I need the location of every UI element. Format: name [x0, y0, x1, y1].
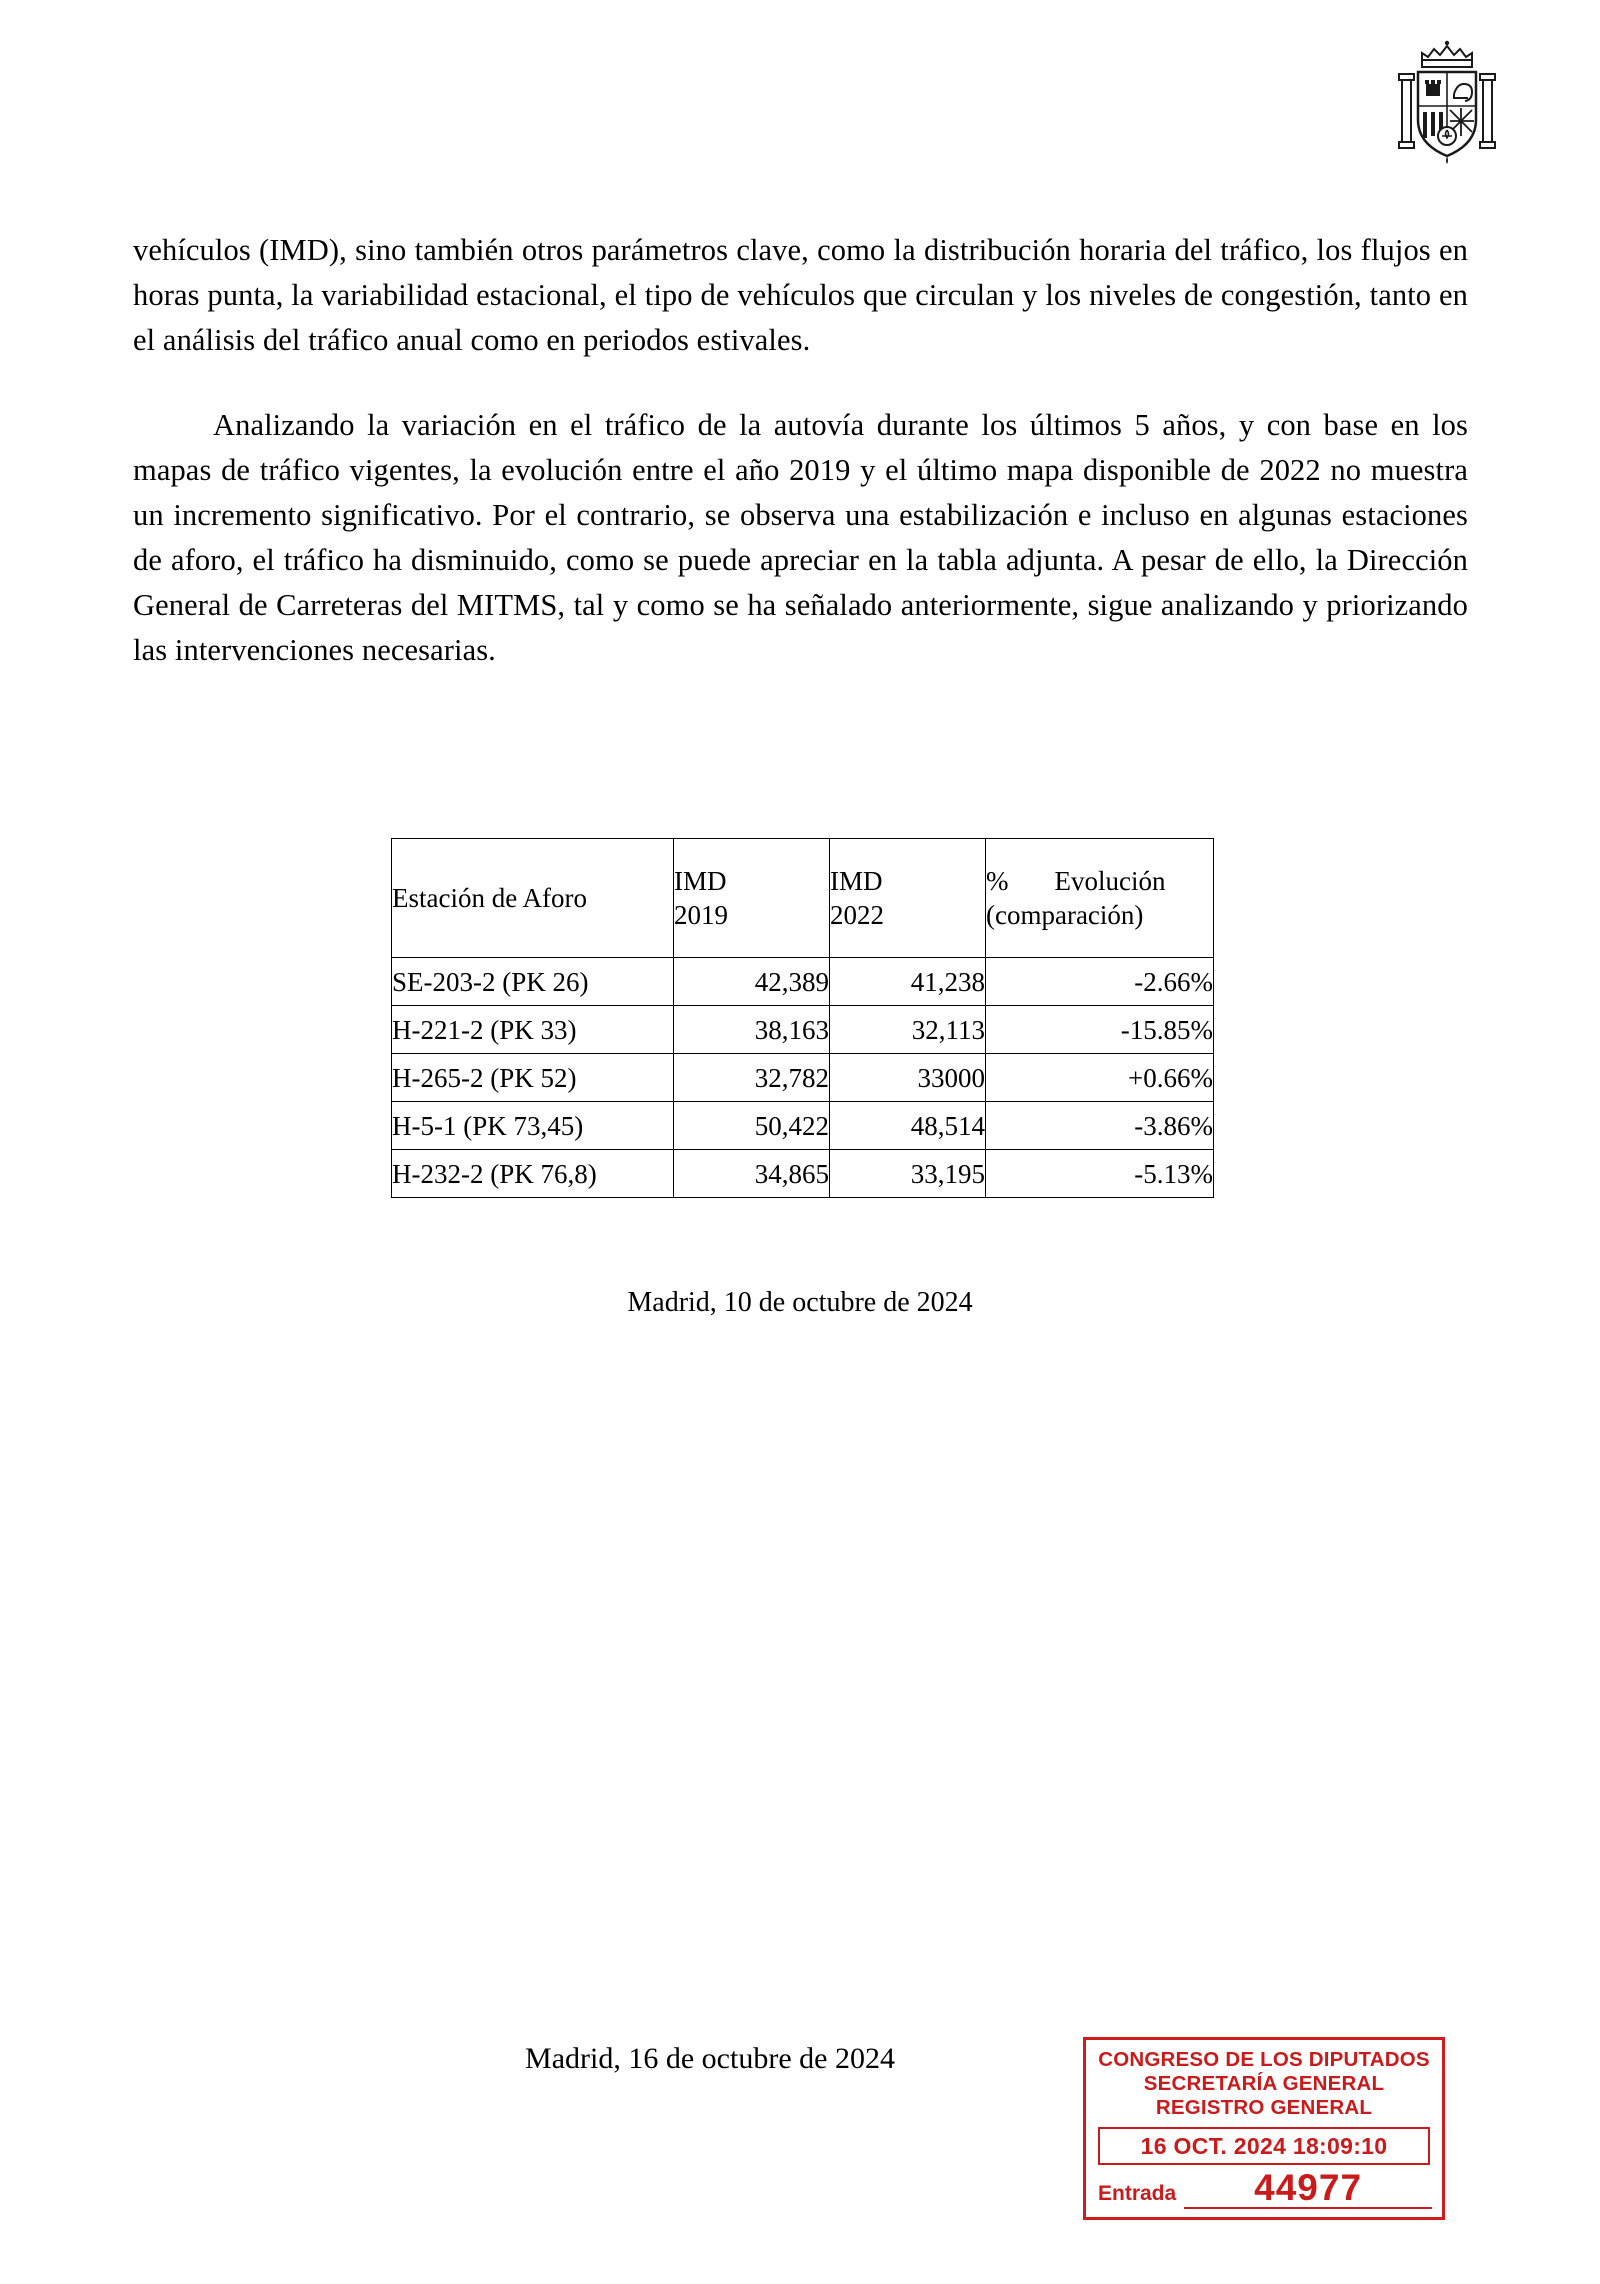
- table-header-row: [392, 839, 1214, 958]
- registry-stamp: [1083, 2037, 1445, 2220]
- header-imd-2019-line1: IMD: [674, 866, 727, 896]
- date-line-bottom: Madrid, 16 de octubre de 2024: [525, 2042, 895, 2075]
- table-row: [392, 1102, 1214, 1150]
- table-row: [392, 1150, 1214, 1198]
- cell-evolution: +0.66%: [986, 1054, 1214, 1102]
- cell-imd-2022: 33000: [830, 1054, 986, 1102]
- header-imd-2019-line2: 2019: [674, 900, 728, 930]
- header-evolution-line1: [986, 864, 1213, 898]
- cell-imd-2022: 32,113: [830, 1006, 986, 1054]
- header-evolution-word: Evolución: [1054, 866, 1166, 896]
- stamp-title: [1092, 2048, 1436, 2120]
- cell-station: H-221-2 (PK 33): [392, 1006, 674, 1054]
- stamp-entry: [1092, 2169, 1436, 2211]
- paragraph-1: vehículos (IMD), sino también otros parámetros clave, como la distribución horaria del tráfico, los flujos en horas punta, la variabilidad estacional, el tipo de vehículos que circulan y los niveles de congestión, tanto en el análisis del tráfico anual como en periodos estivales.: [133, 233, 1468, 357]
- cell-imd-2022: 33,195: [830, 1150, 986, 1198]
- cell-station: H-265-2 (PK 52): [392, 1054, 674, 1102]
- table-row: [392, 958, 1214, 1006]
- cell-imd-2019: 50,422: [674, 1102, 830, 1150]
- cell-evolution: -5.13%: [986, 1150, 1214, 1198]
- stamp-entry-label: Entrada: [1098, 2182, 1177, 2205]
- table-body: [392, 958, 1214, 1198]
- cell-imd-2019: 42,389: [674, 958, 830, 1006]
- stamp-datetime: 16 OCT. 2024 18:09:10: [1098, 2127, 1430, 2165]
- table-row: [392, 1054, 1214, 1102]
- cell-station: H-232-2 (PK 76,8): [392, 1150, 674, 1198]
- paragraph-2: Analizando la variación en el tráfico de la autovía durante los últimos 5 años, y con base en los mapas de tráfico vigentes, la evolución entre el año 2019 y el último mapa disponible de 2022 no muestra un incremento significativo. Por el contrario, se observa una estabilización e incluso en algunas estaciones de aforo, el tráfico ha disminuido, como se puede apreciar en la tabla adjunta. A pesar de ello, la Dirección General de Carreteras del MITMS, tal y como se ha señalado anteriormente, sigue analizando y priorizando las intervenciones necesarias.: [133, 408, 1468, 667]
- imd-comparison-table: [391, 838, 1214, 1198]
- cell-imd-2022: 41,238: [830, 958, 986, 1006]
- document-body: [133, 228, 1468, 673]
- cell-station: SE-203-2 (PK 26): [392, 958, 674, 1006]
- header-evolution: [986, 839, 1214, 958]
- cell-imd-2019: 38,163: [674, 1006, 830, 1054]
- cell-imd-2019: 34,865: [674, 1150, 830, 1198]
- table-row: [392, 1006, 1214, 1054]
- stamp-title-line2: SECRETARÍA GENERAL: [1143, 2072, 1385, 2095]
- cell-imd-2019: 32,782: [674, 1054, 830, 1102]
- header-evolution-line2: (comparación): [986, 900, 1144, 930]
- imd-table-container: [391, 838, 1214, 1198]
- cell-station: H-5-1 (PK 73,45): [392, 1102, 674, 1150]
- table-header: [392, 839, 1214, 958]
- header-station: Estación de Aforo: [392, 839, 674, 958]
- cell-evolution: -15.85%: [986, 1006, 1214, 1054]
- stamp-title-line3: REGISTRO GENERAL: [1155, 2096, 1373, 2119]
- cell-evolution: -2.66%: [986, 958, 1214, 1006]
- cell-evolution: -3.86%: [986, 1102, 1214, 1150]
- header-imd-2022-line1: IMD: [830, 866, 883, 896]
- header-imd-2022: [830, 839, 986, 958]
- header-evolution-percent: %: [986, 866, 1009, 896]
- stamp-title-line1: CONGRESO DE LOS DIPUTADOS: [1098, 2048, 1430, 2071]
- header-imd-2022-line2: 2022: [830, 900, 884, 930]
- cell-imd-2022: 48,514: [830, 1102, 986, 1150]
- spanish-coat-of-arms-icon: [1392, 40, 1502, 170]
- stamp-entry-number: 44977: [1184, 2169, 1432, 2209]
- header-imd-2019: [674, 839, 830, 958]
- date-line-middle: Madrid, 10 de octubre de 2024: [627, 1287, 973, 1318]
